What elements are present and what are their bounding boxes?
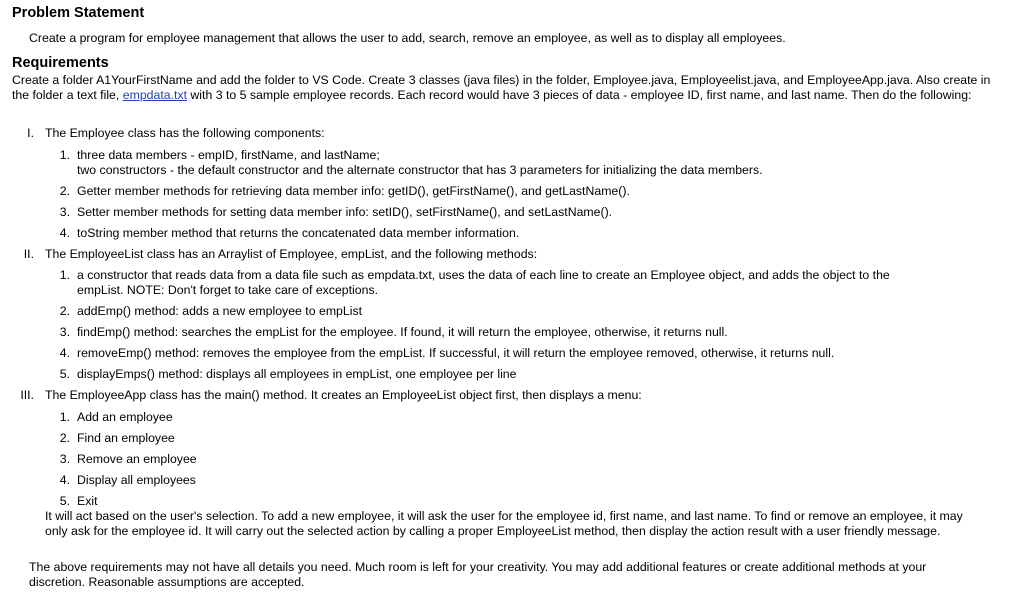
list-number: 1. <box>59 148 70 162</box>
list-text: displayEmps() method: displays all employees in empList, one employee per line <box>77 367 517 381</box>
list-number: 1. <box>59 410 70 424</box>
list-text: findEmp() method: searches the empList for the employee. If found, it will return the employee, otherwise, it returns null. <box>77 325 728 339</box>
section-numeral: II. <box>23 247 34 261</box>
requirements-intro <box>12 73 1002 103</box>
list-number: 4. <box>59 346 70 360</box>
list-text: removeEmp() method: removes the employee from the empList. If successful, it will return the employee removed, otherwise, it returns null. <box>77 346 835 360</box>
empdata-link[interactable]: empdata.txt <box>122 88 187 102</box>
section-numeral: I. <box>27 126 34 140</box>
list-text: a constructor that reads data from a data file such as empdata.txt, uses the data of each line to create an Employee object, and adds the object to the <box>77 268 890 282</box>
list-number: 2. <box>59 431 70 445</box>
list-text: toString member method that returns the concatenated data member information. <box>77 226 520 240</box>
problem-statement-text: Create a program for employee management that allows the user to add, search, remove an employee, as well as to display all employees. <box>29 31 786 45</box>
list-text: Find an employee <box>77 431 175 445</box>
list-text: Display all employees <box>77 473 196 487</box>
list-text-line2: two constructors - the default constructor and the alternate constructor that has 3 parameters for initializing the data members. <box>77 163 763 177</box>
list-number: 1. <box>59 268 70 282</box>
section-title: The Employee class has the following components: <box>45 126 325 140</box>
list-number: 4. <box>59 473 70 487</box>
list-text: Add an employee <box>77 410 173 424</box>
list-text: Remove an employee <box>77 452 197 466</box>
list-number: 3. <box>59 205 70 219</box>
list-text-line2: empList. NOTE: Don't forget to take care of exceptions. <box>77 283 379 297</box>
list-number: 5. <box>59 494 70 508</box>
closing-note: The above requirements may not have all details you need. Much room is left for your creativity. You may add additional features or create additional methods at your discretion. Reasonable assumptions are accepted. <box>29 560 927 589</box>
list-text: Setter member methods for setting data member info: setID(), setFirstName(), and setLastName(). <box>77 205 613 219</box>
list-number: 3. <box>59 325 70 339</box>
list-number: 5. <box>59 367 70 381</box>
section-title: The EmployeeApp class has the main() method. It creates an EmployeeList object first, then displays a menu: <box>45 388 642 402</box>
list-text: three data members - empID, firstName, and lastName; <box>77 148 380 162</box>
requirements-intro-part2: with 3 to 5 sample employee records. Each record would have 3 pieces of data - employee ID, first name, and last name. Then do the following: <box>187 88 972 102</box>
section-numeral: III. <box>20 388 34 402</box>
list-text: Exit <box>77 494 98 508</box>
list-number: 4. <box>59 226 70 240</box>
section-title: The EmployeeList class has an Arraylist of Employee, empList, and the following methods: <box>45 247 538 261</box>
list-text: addEmp() method: adds a new employee to empList <box>77 304 363 318</box>
list-text: Getter member methods for retrieving data member info: getID(), getFirstName(), and getLastName(). <box>77 184 630 198</box>
list-number: 2. <box>59 184 70 198</box>
menu-behavior-text: It will act based on the user's selection. To add a new employee, it will ask the user for the employee id, first name, and last name. To find or remove an employee, it may only ask for the employee id. It will carry out the selected action by calling a proper EmployeeList method, then display the action result with a user friendly message. <box>45 509 963 538</box>
list-number: 3. <box>59 452 70 466</box>
problem-statement-heading: Problem Statement <box>12 5 145 21</box>
list-number: 2. <box>59 304 70 318</box>
requirements-intro-part1: Create a folder A1YourFirstName and add the folder to VS Code. Create 3 classes (java files) in the folder, Employee.java, Employeelist.java, and EmployeeApp.java. Also create in the folder a text file, <box>12 73 991 102</box>
requirements-heading: Requirements <box>12 55 109 71</box>
